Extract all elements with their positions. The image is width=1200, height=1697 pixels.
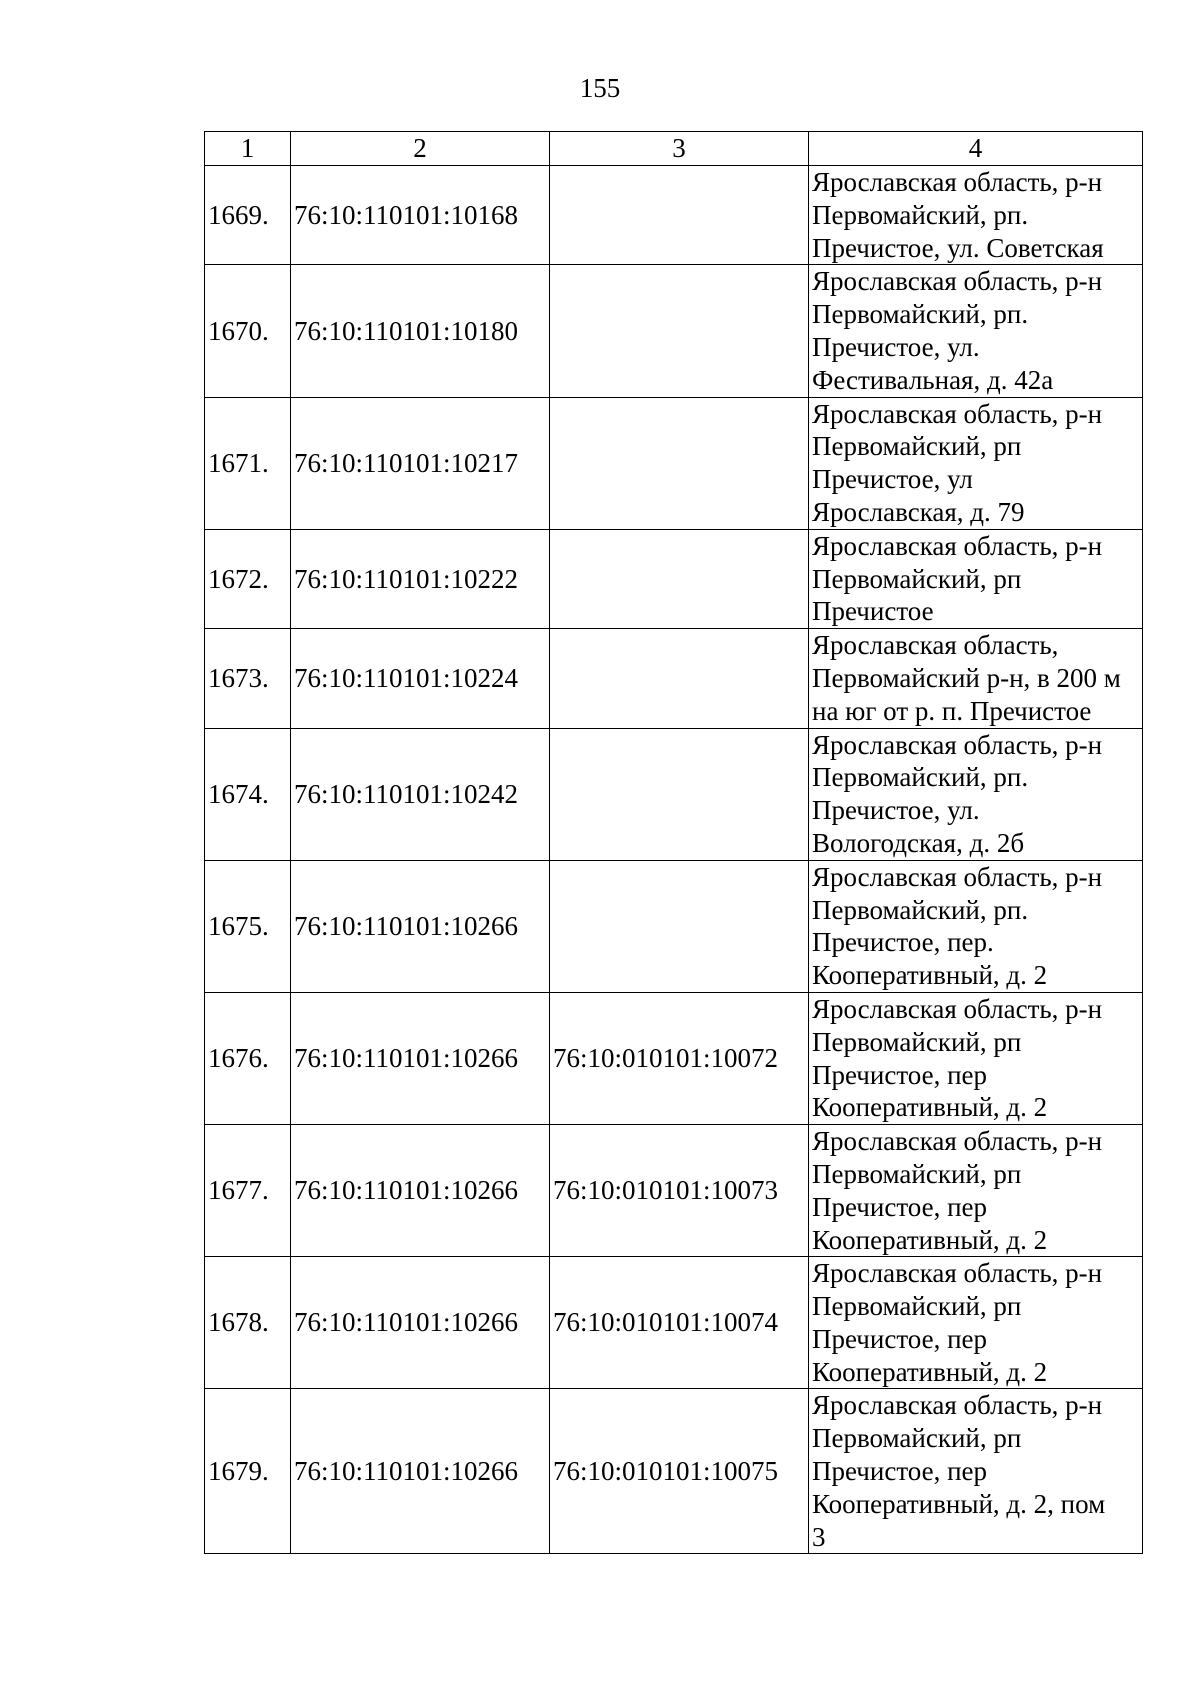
cadastral-number-cell: 76:10:110101:10266 — [291, 1257, 550, 1389]
object-number-cell — [550, 397, 809, 529]
address-line: Пречистое, ул. — [812, 795, 980, 826]
address-line: Первомайский, рп — [812, 1026, 1022, 1057]
table-row — [205, 629, 1143, 728]
address-line: Фестивальная, д. 42а — [812, 364, 1054, 395]
address-line: Пречистое, ул. — [812, 331, 980, 362]
address-line: Пречистое, пер — [812, 1456, 988, 1487]
address-line: Кооперативный, д. 2 — [812, 1224, 1048, 1255]
row-number-cell: 1676. — [205, 992, 291, 1124]
row-number-cell: 1673. — [205, 629, 291, 728]
address-line: Пречистое, ул — [812, 464, 973, 495]
address-cell — [809, 166, 1143, 265]
cadastral-number-cell: 76:10:110101:10266 — [291, 860, 550, 992]
row-number-cell: 1671. — [205, 397, 291, 529]
cadastral-number-cell: 76:10:110101:10217 — [291, 397, 550, 529]
address-line: Первомайский, рп. — [812, 762, 1029, 793]
address-line: Кооперативный, д. 2, пом — [812, 1488, 1106, 1519]
cadastral-number-cell: 76:10:110101:10224 — [291, 629, 550, 728]
address-line: на юг от р. п. Пречистое — [812, 695, 1092, 726]
address-line: Первомайский, рп — [812, 1158, 1022, 1189]
object-number-cell — [550, 166, 809, 265]
table-row — [205, 529, 1143, 628]
address-line: Пречистое, пер — [812, 1191, 988, 1222]
address-line: Ярославская область, р-н — [812, 1126, 1103, 1157]
cadastral-number-cell: 76:10:110101:10168 — [291, 166, 550, 265]
object-number-cell: 76:10:010101:10073 — [550, 1125, 809, 1257]
address-line: Ярославская область, р-н — [812, 167, 1103, 197]
address-line: 3 — [812, 1521, 826, 1552]
object-number-cell — [550, 860, 809, 992]
cadastral-number-cell: 76:10:110101:10180 — [291, 265, 550, 397]
address-line: Пречистое, пер. — [812, 927, 994, 958]
address-line: Первомайский, рп — [812, 431, 1022, 462]
row-number-cell: 1670. — [205, 265, 291, 397]
table-row — [205, 860, 1143, 992]
object-number-cell: 76:10:010101:10074 — [550, 1257, 809, 1389]
address-line: Первомайский, рп — [812, 563, 1022, 594]
address-line: Пречистое, ул. Советская — [812, 232, 1104, 263]
cadastral-number-cell: 76:10:110101:10266 — [291, 992, 550, 1124]
column-header: 4 — [809, 132, 1143, 166]
address-line: Первомайский, рп — [812, 1423, 1022, 1454]
address-line: Ярославская область, р-н — [812, 729, 1103, 760]
row-number-cell: 1677. — [205, 1125, 291, 1257]
address-line: Первомайский, рп. — [812, 894, 1029, 925]
address-line: Кооперативный, д. 2 — [812, 1092, 1048, 1123]
table-row — [205, 166, 1143, 265]
column-header: 1 — [205, 132, 291, 166]
address-line: Ярославская, д. 79 — [812, 496, 1025, 527]
address-line: Ярославская область, р-н — [812, 1390, 1103, 1421]
object-number-cell — [550, 629, 809, 728]
address-line: Первомайский, рп — [812, 1291, 1022, 1322]
row-number-cell: 1672. — [205, 529, 291, 628]
column-header: 3 — [550, 132, 809, 166]
address-line: Ярославская область, р-н — [812, 1258, 1103, 1289]
row-number-cell: 1678. — [205, 1257, 291, 1389]
address-cell — [809, 860, 1143, 992]
address-line: Ярославская область, р-н — [812, 398, 1103, 429]
address-line: Ярославская область, р-н — [812, 993, 1103, 1024]
address-cell — [809, 265, 1143, 397]
address-cell — [809, 1389, 1143, 1554]
table-row — [205, 1257, 1143, 1389]
table-row — [205, 397, 1143, 529]
object-number-cell: 76:10:010101:10072 — [550, 992, 809, 1124]
address-line: Ярославская область, — [812, 630, 1059, 661]
column-header: 2 — [291, 132, 550, 166]
cadastral-number-cell: 76:10:110101:10266 — [291, 1125, 550, 1257]
cadastral-number-cell: 76:10:110101:10222 — [291, 529, 550, 628]
address-cell — [809, 992, 1143, 1124]
address-line: Кооперативный, д. 2 — [812, 1356, 1048, 1387]
table-row — [205, 728, 1143, 860]
table-row — [205, 1389, 1143, 1554]
table-header-row — [205, 132, 1143, 166]
object-number-cell — [550, 728, 809, 860]
address-line: Пречистое, пер — [812, 1323, 988, 1354]
address-cell — [809, 629, 1143, 728]
cadastral-number-cell: 76:10:110101:10242 — [291, 728, 550, 860]
address-line: Пречистое, пер — [812, 1059, 988, 1090]
address-cell — [809, 728, 1143, 860]
object-number-cell — [550, 265, 809, 397]
address-line: Первомайский, рп. — [812, 299, 1029, 330]
address-line: Первомайский, рп. — [812, 199, 1029, 230]
address-line: Ярославская область, р-н — [812, 530, 1103, 561]
page-number: 155 — [579, 73, 621, 103]
address-line: Пречистое — [812, 596, 934, 627]
table-row — [205, 992, 1143, 1124]
object-number-cell — [550, 529, 809, 628]
address-line: Первомайский р-н, в 200 м — [812, 662, 1121, 693]
address-cell — [809, 397, 1143, 529]
row-number-cell: 1669. — [205, 166, 291, 265]
row-number-cell: 1674. — [205, 728, 291, 860]
address-cell — [809, 1125, 1143, 1257]
table-row — [205, 265, 1143, 397]
object-number-cell: 76:10:010101:10075 — [550, 1389, 809, 1554]
cadastral-number-cell: 76:10:110101:10266 — [291, 1389, 550, 1554]
address-line: Вологодская, д. 2б — [812, 827, 1025, 858]
table-body — [205, 166, 1143, 1554]
address-line: Ярославская область, р-н — [812, 266, 1103, 297]
registry-table — [204, 131, 1143, 1554]
row-number-cell: 1675. — [205, 860, 291, 992]
row-number-cell: 1679. — [205, 1389, 291, 1554]
address-line: Ярославская область, р-н — [812, 861, 1103, 892]
address-cell — [809, 1257, 1143, 1389]
table-row — [205, 1125, 1143, 1257]
address-cell — [809, 529, 1143, 628]
address-line: Кооперативный, д. 2 — [812, 960, 1048, 991]
